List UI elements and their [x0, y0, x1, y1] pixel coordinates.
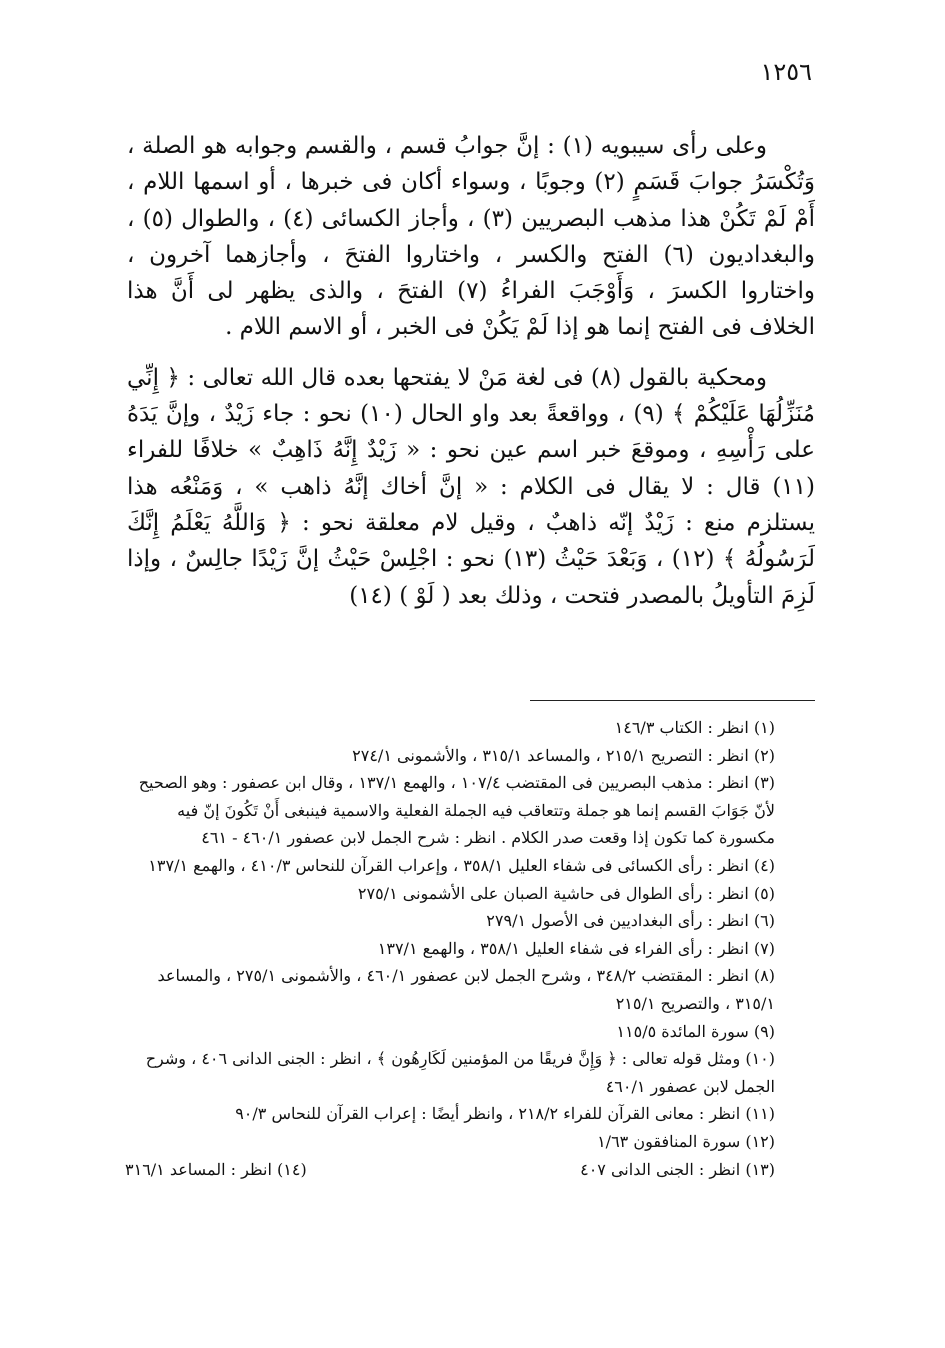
footnotes — [125, 714, 815, 1183]
footnote-13: (١٣) انظر : الجنى الدانى ٤٠٧ — [580, 1159, 775, 1179]
footnote-2: (٢) انظر : التصريح ٢١٥/١ ، والمساعد ٣١٥/١ ، والأشمونى ٢٧٤/١ — [352, 745, 775, 765]
footnote-divider — [530, 700, 815, 701]
footnote-1: (١) انظر : الكتاب ١٤٦/٣ — [614, 718, 775, 737]
footnote-7: (٧) انظر : رأى الفراء فى شفاء العليل ٣٥٨/١ ، والهمع ١٣٧/١ — [377, 938, 775, 958]
footnote-8: (٨) انظر : المقتضب ٣٤٨/٢ ، وشرح الجمل لابن عصفور ٤٦٠/١ ، والأشمونى ٢٧٥/١ ، والمساعد ٣١٥/١ ، والتصريح ٢١٥/١ — [157, 966, 775, 1013]
footnote-11: (١١) انظر : معانى القرآن للفراء ٢١٨/٢ ، وانظر أيضًا : إعراب القرآن للنحاس ٩٠/٣ — [235, 1104, 775, 1124]
footnote-5: (٥) انظر : رأى الطوال فى حاشية الصبان على الأشمونى ٢٧٥/١ — [357, 883, 775, 903]
paragraph-2: ومحكية بالقول (٨) فى لغة مَنْ لا يفتحها بعده قال الله تعالى : ﴿ إِنِّي مُنَزِّلُهَا عَلَيْكُمْ ﴾ (٩) ، وواقعةً بعد واو الحال (١٠) نحو : جاء زَيْدٌ ، وإنَّ يَدَهُ على رَأْسِهِ ، وموقعَ خبر اسم عين نحو : « زَيْدٌ إِنَّهُ ذَاهِبٌ » خلافًا للفراء (١١) قال : لا يقال فى الكلام : « إنَّ أخاك إنَّهُ ذاهب » ، وَمَنْعُه هذا يستلزم منع : زَيْدٌ إنّه ذاهبٌ ، وقيل لام معلقة نحو : ﴿ وَاللَّهُ يَعْلَمُ إِنَّكَ لَرَسُولُهُ ﴾ (١٢) ، وَبَعْدَ حَيْثُ (١٣) نحو : اجْلِسْ حَيْثُ إنَّ زَيْدًا جالِسٌ ، وإذا لَزِمَ التأويلُ بالمصدر فتحت ، وذلك بعد ( لَوْ ) (١٤) — [127, 364, 815, 609]
footnote-3: (٣) انظر : مذهب البصريين فى المقتضب ١٠٧/٤ ، والهمع ١٣٧/١ ، وقال ابن عصفور : وهو الصحيح لأنّ جَوَابَ القسم إنما هو جملة وتتعاقب فيه الجملة الفعلية والاسمية فينبغى أَنْ تَكُونَ إنّ فيه مكسورة كما تكون إذا وقعت صدر الكلام . انظر : شرح الجمل لابن عصفور ٤٦٠/١ - ٤٦١ — [138, 773, 775, 848]
main-text — [127, 128, 815, 614]
footnote-6: (٦) انظر : رأى البغداديين فى الأصول ٢٧٩/١ — [486, 911, 775, 931]
footnote-last-row — [125, 1156, 815, 1184]
footnote-10: (١٠) ومثل قوله تعالى : ﴿ وَإِنَّ فريقًا من المؤمنين لَكَارِهُون ﴾ ، انظر : الجنى الدانى ٤٠٦ ، وشرح الجمل لابن عصفور ٤٦٠/١ — [145, 1049, 775, 1096]
page-number: ١٢٥٦ — [760, 58, 812, 86]
footnote-12: (١٢) سورة المنافقون ١/٦٣ — [597, 1131, 775, 1151]
footnote-9: (٩) سورة المائدة ١١٥/٥ — [616, 1021, 775, 1041]
paragraph-1: وعلى رأى سيبويه (١) : إنَّ جوابُ قسم ، والقسم وجوابه هو الصلة ، وَتُكْسَرُ جوابَ قَسَمٍ (٢) وجوبًا ، وسواء أكان فى خبرها ، أو اسمها اللام ، أَمْ لَمْ تَكُنْ هذا مذهب البصريين (٣) ، وأجاز الكسائى (٤) ، والطوال (٥) ، والبغداديون (٦) الفتح والكسر ، واختاروا الفتحَ ، وأجازهما آخرون ، واختاروا الكسرَ ، وَأَوْجَبَ الفراءُ (٧) الفتحَ ، والذى يظهر لى أَنَّ هذا الخلاف فى الفتح إنما هو إذا لَمْ يَكُنْ فى الخبر ، أو الاسم اللام . — [127, 133, 816, 341]
footnote-14: (١٤) انظر : المساعد ٣١٦/١ — [125, 1159, 307, 1179]
footnote-4: (٤) انظر : رأى الكسائى فى شفاء العليل ٣٥٨/١ ، وإعراب القرآن للنحاس ٤١٠/٣ ، والهمع ١٣٧/١ — [148, 855, 775, 875]
